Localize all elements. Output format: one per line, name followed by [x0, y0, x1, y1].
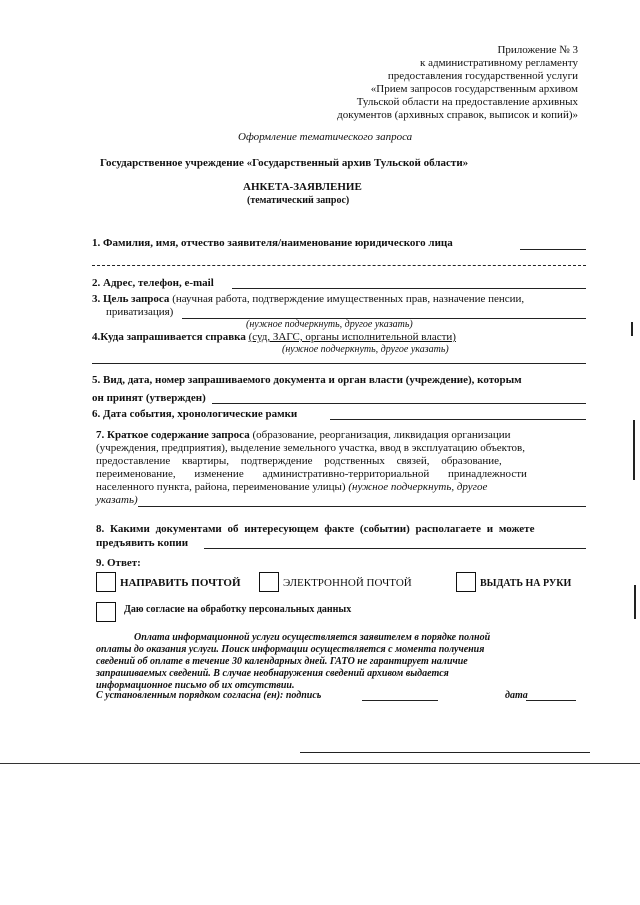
field-7-text-3: предоставление квартиры, подтверждение родственных связей, образование,	[96, 455, 502, 467]
consent-checkbox[interactable]	[96, 602, 116, 622]
mail-checkbox[interactable]	[96, 572, 116, 592]
field-7-hint-2: указать)	[96, 494, 138, 506]
field-7-text-5: населенного пункта, района, переименование улицы)	[96, 481, 346, 493]
field-1-label: 1. Фамилия, имя, отчество заявителя/наименование юридического лица	[92, 237, 453, 249]
field-5-label-2: он принят (утвержден)	[92, 392, 206, 404]
field-3-row	[92, 293, 524, 305]
field-4-hint: (нужное подчеркнуть, другое указать)	[282, 344, 449, 355]
mail-option-label: НАПРАВИТЬ ПОЧТОЙ	[120, 577, 241, 589]
field-7-label: 7. Краткое содержание запроса	[96, 429, 250, 441]
field-4-label: 4.Куда запрашивается справка	[92, 331, 246, 343]
field-9-label: 9. Ответ:	[96, 557, 141, 569]
appendix-line-1: Приложение № 3	[497, 44, 578, 56]
page-bottom-rule	[0, 763, 640, 764]
scan-edge-mark	[631, 322, 633, 336]
field-3-label: 3. Цель запроса	[92, 293, 170, 305]
appendix-line-5: Тульской области на предоставление архивных	[356, 96, 578, 108]
payment-line-2: оплаты до оказания услуги. Поиск информации осуществляется с момента получения	[96, 644, 485, 655]
signature-input[interactable]	[362, 700, 438, 701]
field-4-row	[92, 331, 456, 343]
field-3-options-2: приватизация)	[106, 306, 174, 318]
institution-name: Государственное учреждение «Государственный архив Тульской области»	[100, 157, 469, 169]
hand-option-label: ВЫДАТЬ НА РУКИ	[480, 578, 572, 589]
field-2-label: 2. Адрес, телефон, e-mail	[92, 277, 214, 289]
field-8-label-1: 8. Какими документами об интересующем факте (событии) располагаете и можете	[96, 523, 535, 535]
field-1-input[interactable]	[520, 249, 586, 250]
payment-line-3: сведений об оплате в течение 30 календарных дней. ГАТО не гарантирует наличие	[96, 656, 468, 667]
scan-edge-mark	[633, 420, 635, 480]
payment-line-4: запрашиваемых сведений. В случае необнаружения сведений архивом выдается	[96, 668, 449, 679]
field-5-label-1: 5. Вид, дата, номер запрашиваемого документа и орган власти (учреждение), которым	[92, 374, 522, 386]
field-7-text-2: (учреждения, предприятия), выделение земельного участка, ввод в эксплуатацию объектов,	[96, 442, 525, 454]
consent-label: Даю согласие на обработку персональных данных	[124, 604, 352, 615]
field-6-label: 6. Дата события, хронологические рамки	[92, 408, 298, 420]
field-4-input[interactable]	[92, 363, 586, 364]
email-checkbox[interactable]	[259, 572, 279, 592]
field-4-options: (суд, ЗАГС, органы исполнительной власти)	[248, 331, 456, 343]
field-7-text-1: (образование, реорганизация, ликвидация организации	[252, 429, 511, 441]
field-6-input[interactable]	[330, 419, 586, 420]
field-2-input[interactable]	[232, 288, 586, 289]
form-title: АНКЕТА-ЗАЯВЛЕНИЕ	[243, 181, 362, 193]
payment-line-1: Оплата информационной услуги осуществляется заявителем в порядке полной	[134, 632, 491, 643]
field-7-text-4: переименование, изменение административно-территориальной принадлежности	[96, 468, 527, 480]
appendix-line-4: «Прием запросов государственным архивом	[370, 83, 578, 95]
field-5-input[interactable]	[212, 403, 586, 404]
form-subtitle-italic: Оформление тематического запроса	[238, 131, 413, 143]
field-7-hint: (нужное подчеркнуть, другое	[348, 481, 488, 493]
date-label: дата	[505, 690, 528, 701]
field-7-row-1	[96, 429, 586, 441]
field-3-hint: (нужное подчеркнуть, другое указать)	[246, 319, 413, 330]
payment-line-5: информационное письмо об их отсутствии.	[96, 680, 295, 691]
form-subtitle: (тематический запрос)	[247, 195, 350, 206]
field-8-input[interactable]	[204, 548, 586, 549]
appendix-line-2: к административному регламенту	[420, 57, 578, 69]
field-1-input-line-2[interactable]	[92, 265, 586, 266]
date-input[interactable]	[526, 700, 576, 701]
hand-checkbox[interactable]	[456, 572, 476, 592]
field-3-options: (научная работа, подтверждение имущественных прав, назначение пенсии,	[172, 293, 525, 305]
scan-edge-mark	[634, 585, 636, 619]
field-8-label-2: предъявить копии	[96, 537, 189, 549]
field-7-input[interactable]	[138, 506, 586, 507]
signature-label: С установленным порядком согласна (ен): подпись	[96, 690, 322, 701]
appendix-line-6: документов (архивных справок, выписок и копий)»	[337, 109, 578, 121]
bottom-short-rule	[300, 752, 590, 753]
email-option-label: ЭЛЕКТРОННОЙ ПОЧТОЙ	[283, 577, 412, 589]
field-7-row-5	[96, 481, 487, 493]
appendix-line-3: предоставления государственной услуги	[387, 70, 578, 82]
